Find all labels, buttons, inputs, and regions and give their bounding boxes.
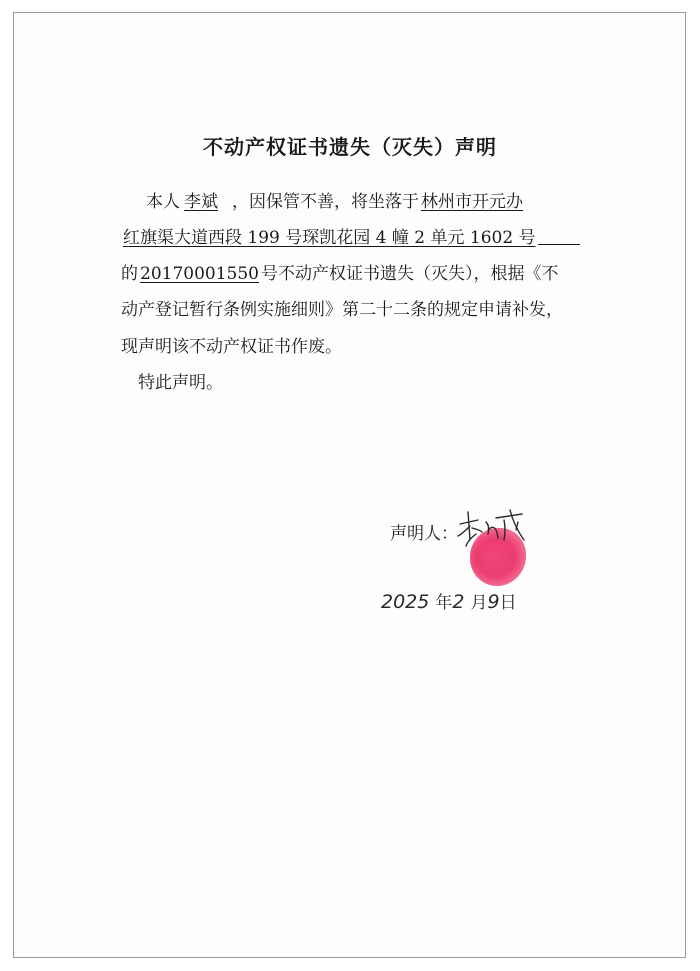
para-mid: ，因保管不善，将坐落于 — [232, 192, 419, 212]
paragraph-line-1 — [146, 190, 525, 214]
line3-rest: 号不动产权证书遗失（灭失），根据《不 — [260, 264, 559, 284]
closing-statement: 特此声明。 — [138, 373, 223, 393]
paragraph-line-2 — [121, 226, 580, 250]
address-line-1: 林州市开元办 — [421, 192, 523, 212]
para-prefix: 本人 — [146, 192, 180, 212]
date-month: 2 — [452, 591, 465, 613]
line3-prefix: 的 — [121, 264, 138, 284]
certificate-number: 20170001550 — [140, 264, 259, 284]
date-day: 9 — [487, 591, 500, 613]
paragraph-line-4: 动产登记暂行条例实施细则》第二十二条的规定申请补发， — [121, 300, 563, 320]
date-month-unit: 月 — [470, 593, 488, 613]
document-title: 不动产权证书遗失（灭失）声明 — [203, 135, 497, 159]
date-year: 2025 — [381, 591, 430, 613]
address-underline-fill — [538, 226, 580, 245]
declaration-date — [381, 588, 517, 613]
paragraph-line-3 — [121, 262, 558, 286]
date-year-unit: 年 — [435, 593, 453, 613]
declarant-name: 李斌 — [184, 192, 218, 212]
paragraph-line-5: 现声明该不动产权证书作废。 — [121, 337, 342, 357]
address-line-2: 红旗渠大道西段 199 号琛凯花园 4 幢 2 单元 1602 号 — [123, 228, 536, 248]
date-day-unit: 日 — [499, 593, 517, 613]
signer-label: 声明人： — [390, 524, 458, 544]
handwritten-signature — [452, 500, 532, 550]
